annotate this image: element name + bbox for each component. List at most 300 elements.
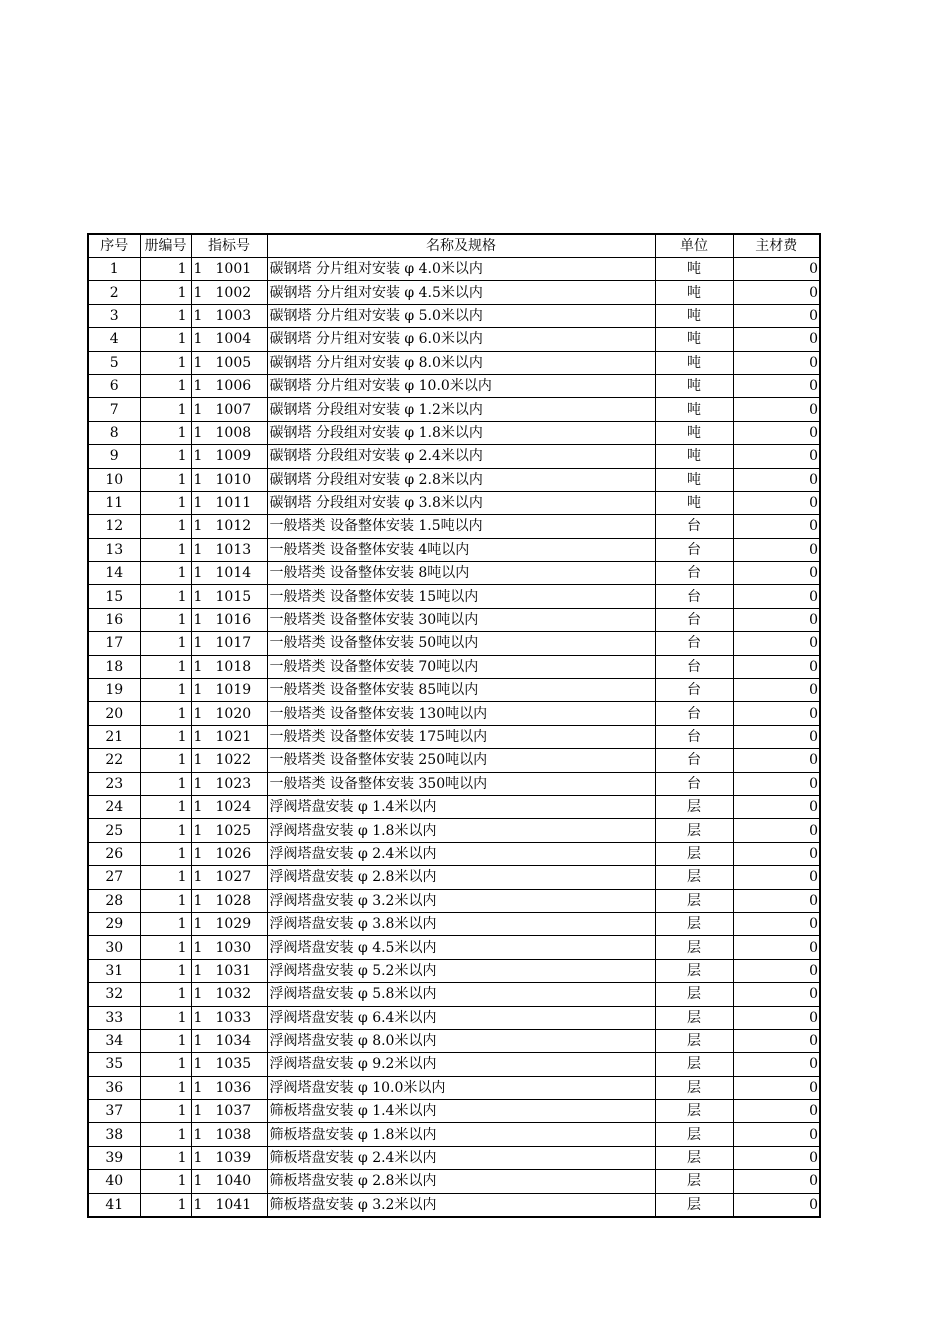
- cell-index-number: 1030: [215, 939, 252, 956]
- header-material-fee: 主材费: [733, 234, 820, 258]
- cell-unit: 吨: [655, 421, 733, 444]
- cell-volume: 1: [140, 1053, 191, 1076]
- cell-unit: 层: [655, 959, 733, 982]
- cell-unit: 层: [655, 1006, 733, 1029]
- cell-index-number: 1006: [215, 378, 252, 395]
- cell-index-prefix: 1: [193, 1009, 203, 1026]
- cell-index: [191, 468, 267, 491]
- cell-volume: 1: [140, 725, 191, 748]
- table-row: [88, 632, 820, 655]
- cell-index: [191, 1193, 267, 1217]
- cell-volume: 1: [140, 1123, 191, 1146]
- cell-index: [191, 491, 267, 514]
- table-row: [88, 1029, 820, 1052]
- cell-unit: 台: [655, 772, 733, 795]
- table-row: [88, 608, 820, 631]
- table-row: [88, 772, 820, 795]
- cell-index: [191, 608, 267, 631]
- cell-volume: 1: [140, 772, 191, 795]
- cell-material-fee: 0: [733, 421, 820, 444]
- cell-index: [191, 655, 267, 678]
- cell-index-number: 1022: [215, 752, 252, 769]
- cell-name: 浮阀塔盘安装 φ 3.8米以内: [267, 912, 655, 935]
- cell-volume: 1: [140, 702, 191, 725]
- table-row: [88, 819, 820, 842]
- cell-seq: 35: [88, 1053, 140, 1076]
- cell-name: 一般塔类 设备整体安装 250吨以内: [267, 749, 655, 772]
- cell-index: [191, 445, 267, 468]
- cell-name: 一般塔类 设备整体安装 175吨以内: [267, 725, 655, 748]
- cell-index-number: 1038: [215, 1126, 252, 1143]
- cell-name: 一般塔类 设备整体安装 15吨以内: [267, 585, 655, 608]
- cell-name: 一般塔类 设备整体安装 1.5吨以内: [267, 515, 655, 538]
- cell-index-prefix: 1: [193, 775, 203, 792]
- cell-volume: 1: [140, 1146, 191, 1169]
- cell-volume: 1: [140, 1076, 191, 1099]
- cell-index-number: 1040: [215, 1173, 252, 1190]
- cell-index-number: 1014: [215, 565, 252, 582]
- table-row: [88, 468, 820, 491]
- cell-material-fee: 0: [733, 398, 820, 421]
- cell-material-fee: 0: [733, 258, 820, 281]
- cell-seq: 17: [88, 632, 140, 655]
- table-row: [88, 1100, 820, 1123]
- cell-volume: 1: [140, 679, 191, 702]
- cell-volume: 1: [140, 445, 191, 468]
- cell-seq: 30: [88, 936, 140, 959]
- cell-index-number: 1008: [215, 424, 252, 441]
- cell-unit: 吨: [655, 351, 733, 374]
- cell-volume: 1: [140, 491, 191, 514]
- cell-name: 筛板塔盘安装 φ 2.4米以内: [267, 1146, 655, 1169]
- table-row: [88, 1053, 820, 1076]
- cell-seq: 33: [88, 1006, 140, 1029]
- cell-material-fee: 0: [733, 725, 820, 748]
- cell-index-number: 1027: [215, 869, 252, 886]
- table-row: [88, 1170, 820, 1193]
- cell-name: 浮阀塔盘安装 φ 2.8米以内: [267, 866, 655, 889]
- cell-index-prefix: 1: [193, 635, 203, 652]
- cell-unit: 台: [655, 679, 733, 702]
- cell-material-fee: 0: [733, 1100, 820, 1123]
- table-row: [88, 515, 820, 538]
- cell-index-prefix: 1: [193, 1079, 203, 1096]
- cell-material-fee: 0: [733, 1076, 820, 1099]
- cell-material-fee: 0: [733, 795, 820, 818]
- cell-material-fee: 0: [733, 1006, 820, 1029]
- cell-volume: 1: [140, 258, 191, 281]
- header-volume: 册编号: [140, 234, 191, 258]
- cell-index: [191, 1053, 267, 1076]
- cell-index-prefix: 1: [193, 799, 203, 816]
- cell-index-prefix: 1: [193, 284, 203, 301]
- cell-material-fee: 0: [733, 562, 820, 585]
- cell-seq: 13: [88, 538, 140, 561]
- cell-volume: 1: [140, 1100, 191, 1123]
- table-row: [88, 538, 820, 561]
- cell-unit: 台: [655, 585, 733, 608]
- cell-volume: 1: [140, 562, 191, 585]
- cell-unit: 层: [655, 842, 733, 865]
- cell-name: 浮阀塔盘安装 φ 3.2米以内: [267, 889, 655, 912]
- cell-unit: 层: [655, 1146, 733, 1169]
- cell-seq: 8: [88, 421, 140, 444]
- cell-material-fee: 0: [733, 1123, 820, 1146]
- cell-seq: 6: [88, 374, 140, 397]
- cell-name: 一般塔类 设备整体安装 8吨以内: [267, 562, 655, 585]
- cell-unit: 吨: [655, 491, 733, 514]
- cell-material-fee: 0: [733, 819, 820, 842]
- header-unit: 单位: [655, 234, 733, 258]
- cell-seq: 5: [88, 351, 140, 374]
- cell-seq: 20: [88, 702, 140, 725]
- cell-index-prefix: 1: [193, 986, 203, 1003]
- cell-material-fee: 0: [733, 632, 820, 655]
- cell-volume: 1: [140, 351, 191, 374]
- cell-index: [191, 1170, 267, 1193]
- cell-material-fee: 0: [733, 983, 820, 1006]
- cell-index: [191, 1146, 267, 1169]
- cell-name: 浮阀塔盘安装 φ 10.0米以内: [267, 1076, 655, 1099]
- cell-seq: 7: [88, 398, 140, 421]
- cell-unit: 台: [655, 702, 733, 725]
- cell-name: 一般塔类 设备整体安装 50吨以内: [267, 632, 655, 655]
- cell-material-fee: 0: [733, 351, 820, 374]
- header-name: 名称及规格: [267, 234, 655, 258]
- table-row: [88, 702, 820, 725]
- cell-volume: 1: [140, 795, 191, 818]
- cell-index-number: 1013: [215, 541, 252, 558]
- cell-index: [191, 749, 267, 772]
- cell-index-number: 1009: [215, 448, 252, 465]
- cell-material-fee: 0: [733, 1170, 820, 1193]
- cell-name: 碳钢塔 分片组对安装 φ 5.0米以内: [267, 304, 655, 327]
- cell-unit: 层: [655, 1123, 733, 1146]
- table-row: [88, 1123, 820, 1146]
- cell-volume: 1: [140, 912, 191, 935]
- cell-material-fee: 0: [733, 936, 820, 959]
- cell-index: [191, 842, 267, 865]
- cell-seq: 29: [88, 912, 140, 935]
- cell-material-fee: 0: [733, 1193, 820, 1217]
- table-row: [88, 1006, 820, 1029]
- header-seq: 序号: [88, 234, 140, 258]
- table-row: [88, 421, 820, 444]
- cell-name: 浮阀塔盘安装 φ 5.2米以内: [267, 959, 655, 982]
- cell-seq: 36: [88, 1076, 140, 1099]
- cell-seq: 3: [88, 304, 140, 327]
- cell-index-prefix: 1: [193, 892, 203, 909]
- cell-unit: 吨: [655, 445, 733, 468]
- cell-seq: 24: [88, 795, 140, 818]
- cell-name: 一般塔类 设备整体安装 130吨以内: [267, 702, 655, 725]
- cell-unit: 层: [655, 889, 733, 912]
- cell-seq: 25: [88, 819, 140, 842]
- cell-name: 碳钢塔 分片组对安装 φ 10.0米以内: [267, 374, 655, 397]
- cell-material-fee: 0: [733, 889, 820, 912]
- cell-index: [191, 1076, 267, 1099]
- cell-index-prefix: 1: [193, 1126, 203, 1143]
- cell-index-prefix: 1: [193, 682, 203, 699]
- cell-index: [191, 374, 267, 397]
- cell-material-fee: 0: [733, 959, 820, 982]
- cell-index: [191, 351, 267, 374]
- cell-index-number: 1019: [215, 682, 252, 699]
- cell-index-prefix: 1: [193, 424, 203, 441]
- cell-seq: 14: [88, 562, 140, 585]
- cell-unit: 层: [655, 983, 733, 1006]
- cell-index-number: 1028: [215, 892, 252, 909]
- cell-volume: 1: [140, 398, 191, 421]
- cell-material-fee: 0: [733, 679, 820, 702]
- cell-name: 筛板塔盘安装 φ 3.2米以内: [267, 1193, 655, 1217]
- cell-index-prefix: 1: [193, 822, 203, 839]
- table-row: [88, 889, 820, 912]
- cell-index-prefix: 1: [193, 658, 203, 675]
- cell-volume: 1: [140, 1193, 191, 1217]
- cell-unit: 台: [655, 655, 733, 678]
- cell-index-number: 1023: [215, 775, 252, 792]
- cell-index: [191, 1123, 267, 1146]
- cell-unit: 吨: [655, 258, 733, 281]
- cell-seq: 40: [88, 1170, 140, 1193]
- cell-index-prefix: 1: [193, 612, 203, 629]
- cell-index: [191, 398, 267, 421]
- table-row: [88, 351, 820, 374]
- cell-unit: 台: [655, 749, 733, 772]
- cell-index-number: 1034: [215, 1033, 252, 1050]
- cell-index: [191, 1100, 267, 1123]
- cell-name: 碳钢塔 分片组对安装 φ 6.0米以内: [267, 328, 655, 351]
- table-row: [88, 1146, 820, 1169]
- cell-seq: 10: [88, 468, 140, 491]
- cell-unit: 吨: [655, 281, 733, 304]
- table-row: [88, 983, 820, 1006]
- cell-volume: 1: [140, 1006, 191, 1029]
- cell-unit: 层: [655, 866, 733, 889]
- cell-index-number: 1031: [215, 962, 252, 979]
- cell-index-prefix: 1: [193, 448, 203, 465]
- cell-index-number: 1021: [215, 729, 252, 745]
- cell-seq: 11: [88, 491, 140, 514]
- cell-index-prefix: 1: [193, 1056, 203, 1073]
- cell-index-prefix: 1: [193, 845, 203, 862]
- cell-volume: 1: [140, 515, 191, 538]
- cell-name: 筛板塔盘安装 φ 2.8米以内: [267, 1170, 655, 1193]
- cell-index: [191, 702, 267, 725]
- cell-name: 浮阀塔盘安装 φ 9.2米以内: [267, 1053, 655, 1076]
- cell-volume: 1: [140, 819, 191, 842]
- table-row: [88, 258, 820, 281]
- cell-material-fee: 0: [733, 281, 820, 304]
- cell-index: [191, 281, 267, 304]
- table-row: [88, 562, 820, 585]
- table-row: [88, 866, 820, 889]
- cell-unit: 台: [655, 562, 733, 585]
- table-row: [88, 749, 820, 772]
- cell-volume: 1: [140, 632, 191, 655]
- cell-index-number: 1002: [215, 284, 252, 301]
- cell-index-number: 1036: [215, 1079, 252, 1096]
- cell-material-fee: 0: [733, 304, 820, 327]
- cell-index-prefix: 1: [193, 354, 203, 371]
- cell-volume: 1: [140, 1170, 191, 1193]
- cell-name: 浮阀塔盘安装 φ 1.4米以内: [267, 795, 655, 818]
- table-row: [88, 959, 820, 982]
- cell-material-fee: 0: [733, 445, 820, 468]
- table-row: [88, 445, 820, 468]
- cell-index: [191, 819, 267, 842]
- cell-index-prefix: 1: [193, 541, 203, 558]
- cell-volume: 1: [140, 328, 191, 351]
- cell-index-number: 1001: [215, 261, 252, 278]
- cell-material-fee: 0: [733, 912, 820, 935]
- cell-unit: 台: [655, 632, 733, 655]
- cell-seq: 1: [88, 258, 140, 281]
- cell-unit: 台: [655, 725, 733, 748]
- cell-material-fee: 0: [733, 585, 820, 608]
- cell-name: 碳钢塔 分段组对安装 φ 2.4米以内: [267, 445, 655, 468]
- cell-seq: 38: [88, 1123, 140, 1146]
- cell-index: [191, 632, 267, 655]
- cell-material-fee: 0: [733, 1053, 820, 1076]
- cell-unit: 吨: [655, 374, 733, 397]
- cell-name: 一般塔类 设备整体安装 70吨以内: [267, 655, 655, 678]
- cell-index-prefix: 1: [193, 939, 203, 956]
- cell-seq: 4: [88, 328, 140, 351]
- table-row: [88, 328, 820, 351]
- cell-material-fee: 0: [733, 702, 820, 725]
- cell-index-number: 1003: [215, 307, 252, 324]
- cell-index-prefix: 1: [193, 916, 203, 933]
- cell-volume: 1: [140, 1029, 191, 1052]
- cell-seq: 26: [88, 842, 140, 865]
- cell-unit: 吨: [655, 304, 733, 327]
- cell-index: [191, 421, 267, 444]
- cell-index-prefix: 1: [193, 1196, 203, 1213]
- cell-unit: 吨: [655, 468, 733, 491]
- cell-name: 碳钢塔 分片组对安装 φ 4.5米以内: [267, 281, 655, 304]
- cell-index: [191, 562, 267, 585]
- cell-volume: 1: [140, 585, 191, 608]
- cell-index-prefix: 1: [193, 869, 203, 886]
- cell-index-prefix: 1: [193, 565, 203, 582]
- cell-index: [191, 772, 267, 795]
- cell-name: 一般塔类 设备整体安装 30吨以内: [267, 608, 655, 631]
- header-index: 指标号: [191, 234, 267, 258]
- cell-seq: 31: [88, 959, 140, 982]
- quota-index-sheet: [87, 233, 819, 1218]
- cell-index-number: 1024: [215, 799, 252, 816]
- cell-index: [191, 515, 267, 538]
- cell-volume: 1: [140, 608, 191, 631]
- cell-seq: 22: [88, 749, 140, 772]
- cell-seq: 23: [88, 772, 140, 795]
- table-header-row: [88, 234, 820, 258]
- cell-index-number: 1039: [215, 1150, 252, 1167]
- cell-seq: 32: [88, 983, 140, 1006]
- cell-seq: 15: [88, 585, 140, 608]
- cell-index-number: 1029: [215, 916, 252, 933]
- cell-index-number: 1004: [215, 331, 252, 348]
- cell-name: 浮阀塔盘安装 φ 5.8米以内: [267, 983, 655, 1006]
- cell-name: 浮阀塔盘安装 φ 8.0米以内: [267, 1029, 655, 1052]
- cell-index-number: 1020: [215, 705, 252, 722]
- cell-material-fee: 0: [733, 749, 820, 772]
- cell-index-number: 1010: [215, 471, 252, 488]
- cell-index: [191, 1029, 267, 1052]
- cell-unit: 吨: [655, 398, 733, 421]
- cell-index-prefix: 1: [193, 518, 203, 535]
- cell-index-prefix: 1: [193, 1150, 203, 1167]
- cell-index-number: 1025: [215, 822, 252, 839]
- cell-index-number: 1015: [215, 588, 252, 605]
- cell-volume: 1: [140, 655, 191, 678]
- cell-volume: 1: [140, 936, 191, 959]
- table-row: [88, 1076, 820, 1099]
- cell-material-fee: 0: [733, 655, 820, 678]
- cell-index-number: 1037: [215, 1103, 252, 1120]
- cell-index-number: 1011: [215, 495, 252, 512]
- cell-index-number: 1007: [215, 401, 252, 418]
- cell-index: [191, 258, 267, 281]
- cell-seq: 16: [88, 608, 140, 631]
- cell-index-prefix: 1: [193, 1173, 203, 1190]
- cell-name: 碳钢塔 分段组对安装 φ 3.8米以内: [267, 491, 655, 514]
- cell-seq: 9: [88, 445, 140, 468]
- table-row: [88, 1193, 820, 1217]
- cell-index-prefix: 1: [193, 1033, 203, 1050]
- cell-index-prefix: 1: [193, 331, 203, 348]
- cell-name: 碳钢塔 分段组对安装 φ 1.8米以内: [267, 421, 655, 444]
- cell-index: [191, 959, 267, 982]
- cell-unit: 台: [655, 515, 733, 538]
- cell-index-prefix: 1: [193, 307, 203, 324]
- quota-index-table: [87, 233, 821, 1218]
- table-row: [88, 912, 820, 935]
- cell-material-fee: 0: [733, 842, 820, 865]
- cell-unit: 台: [655, 608, 733, 631]
- table-row: [88, 585, 820, 608]
- cell-index-number: 1012: [215, 518, 252, 535]
- cell-index-prefix: 1: [193, 588, 203, 605]
- cell-name: 筛板塔盘安装 φ 1.8米以内: [267, 1123, 655, 1146]
- cell-index: [191, 936, 267, 959]
- cell-index-prefix: 1: [193, 261, 203, 278]
- cell-index-number: 1026: [215, 845, 252, 862]
- cell-seq: 41: [88, 1193, 140, 1217]
- cell-name: 筛板塔盘安装 φ 1.4米以内: [267, 1100, 655, 1123]
- cell-index: [191, 866, 267, 889]
- cell-index-prefix: 1: [193, 962, 203, 979]
- cell-name: 浮阀塔盘安装 φ 4.5米以内: [267, 936, 655, 959]
- table-row: [88, 304, 820, 327]
- cell-index-number: 1032: [215, 986, 252, 1003]
- cell-unit: 层: [655, 1170, 733, 1193]
- cell-material-fee: 0: [733, 468, 820, 491]
- cell-volume: 1: [140, 959, 191, 982]
- cell-seq: 18: [88, 655, 140, 678]
- cell-index-number: 1018: [215, 658, 252, 675]
- table-body: [88, 258, 820, 1218]
- cell-name: 一般塔类 设备整体安装 4吨以内: [267, 538, 655, 561]
- cell-volume: 1: [140, 374, 191, 397]
- cell-unit: 层: [655, 1029, 733, 1052]
- table-row: [88, 398, 820, 421]
- cell-name: 碳钢塔 分段组对安装 φ 2.8米以内: [267, 468, 655, 491]
- cell-material-fee: 0: [733, 491, 820, 514]
- cell-seq: 19: [88, 679, 140, 702]
